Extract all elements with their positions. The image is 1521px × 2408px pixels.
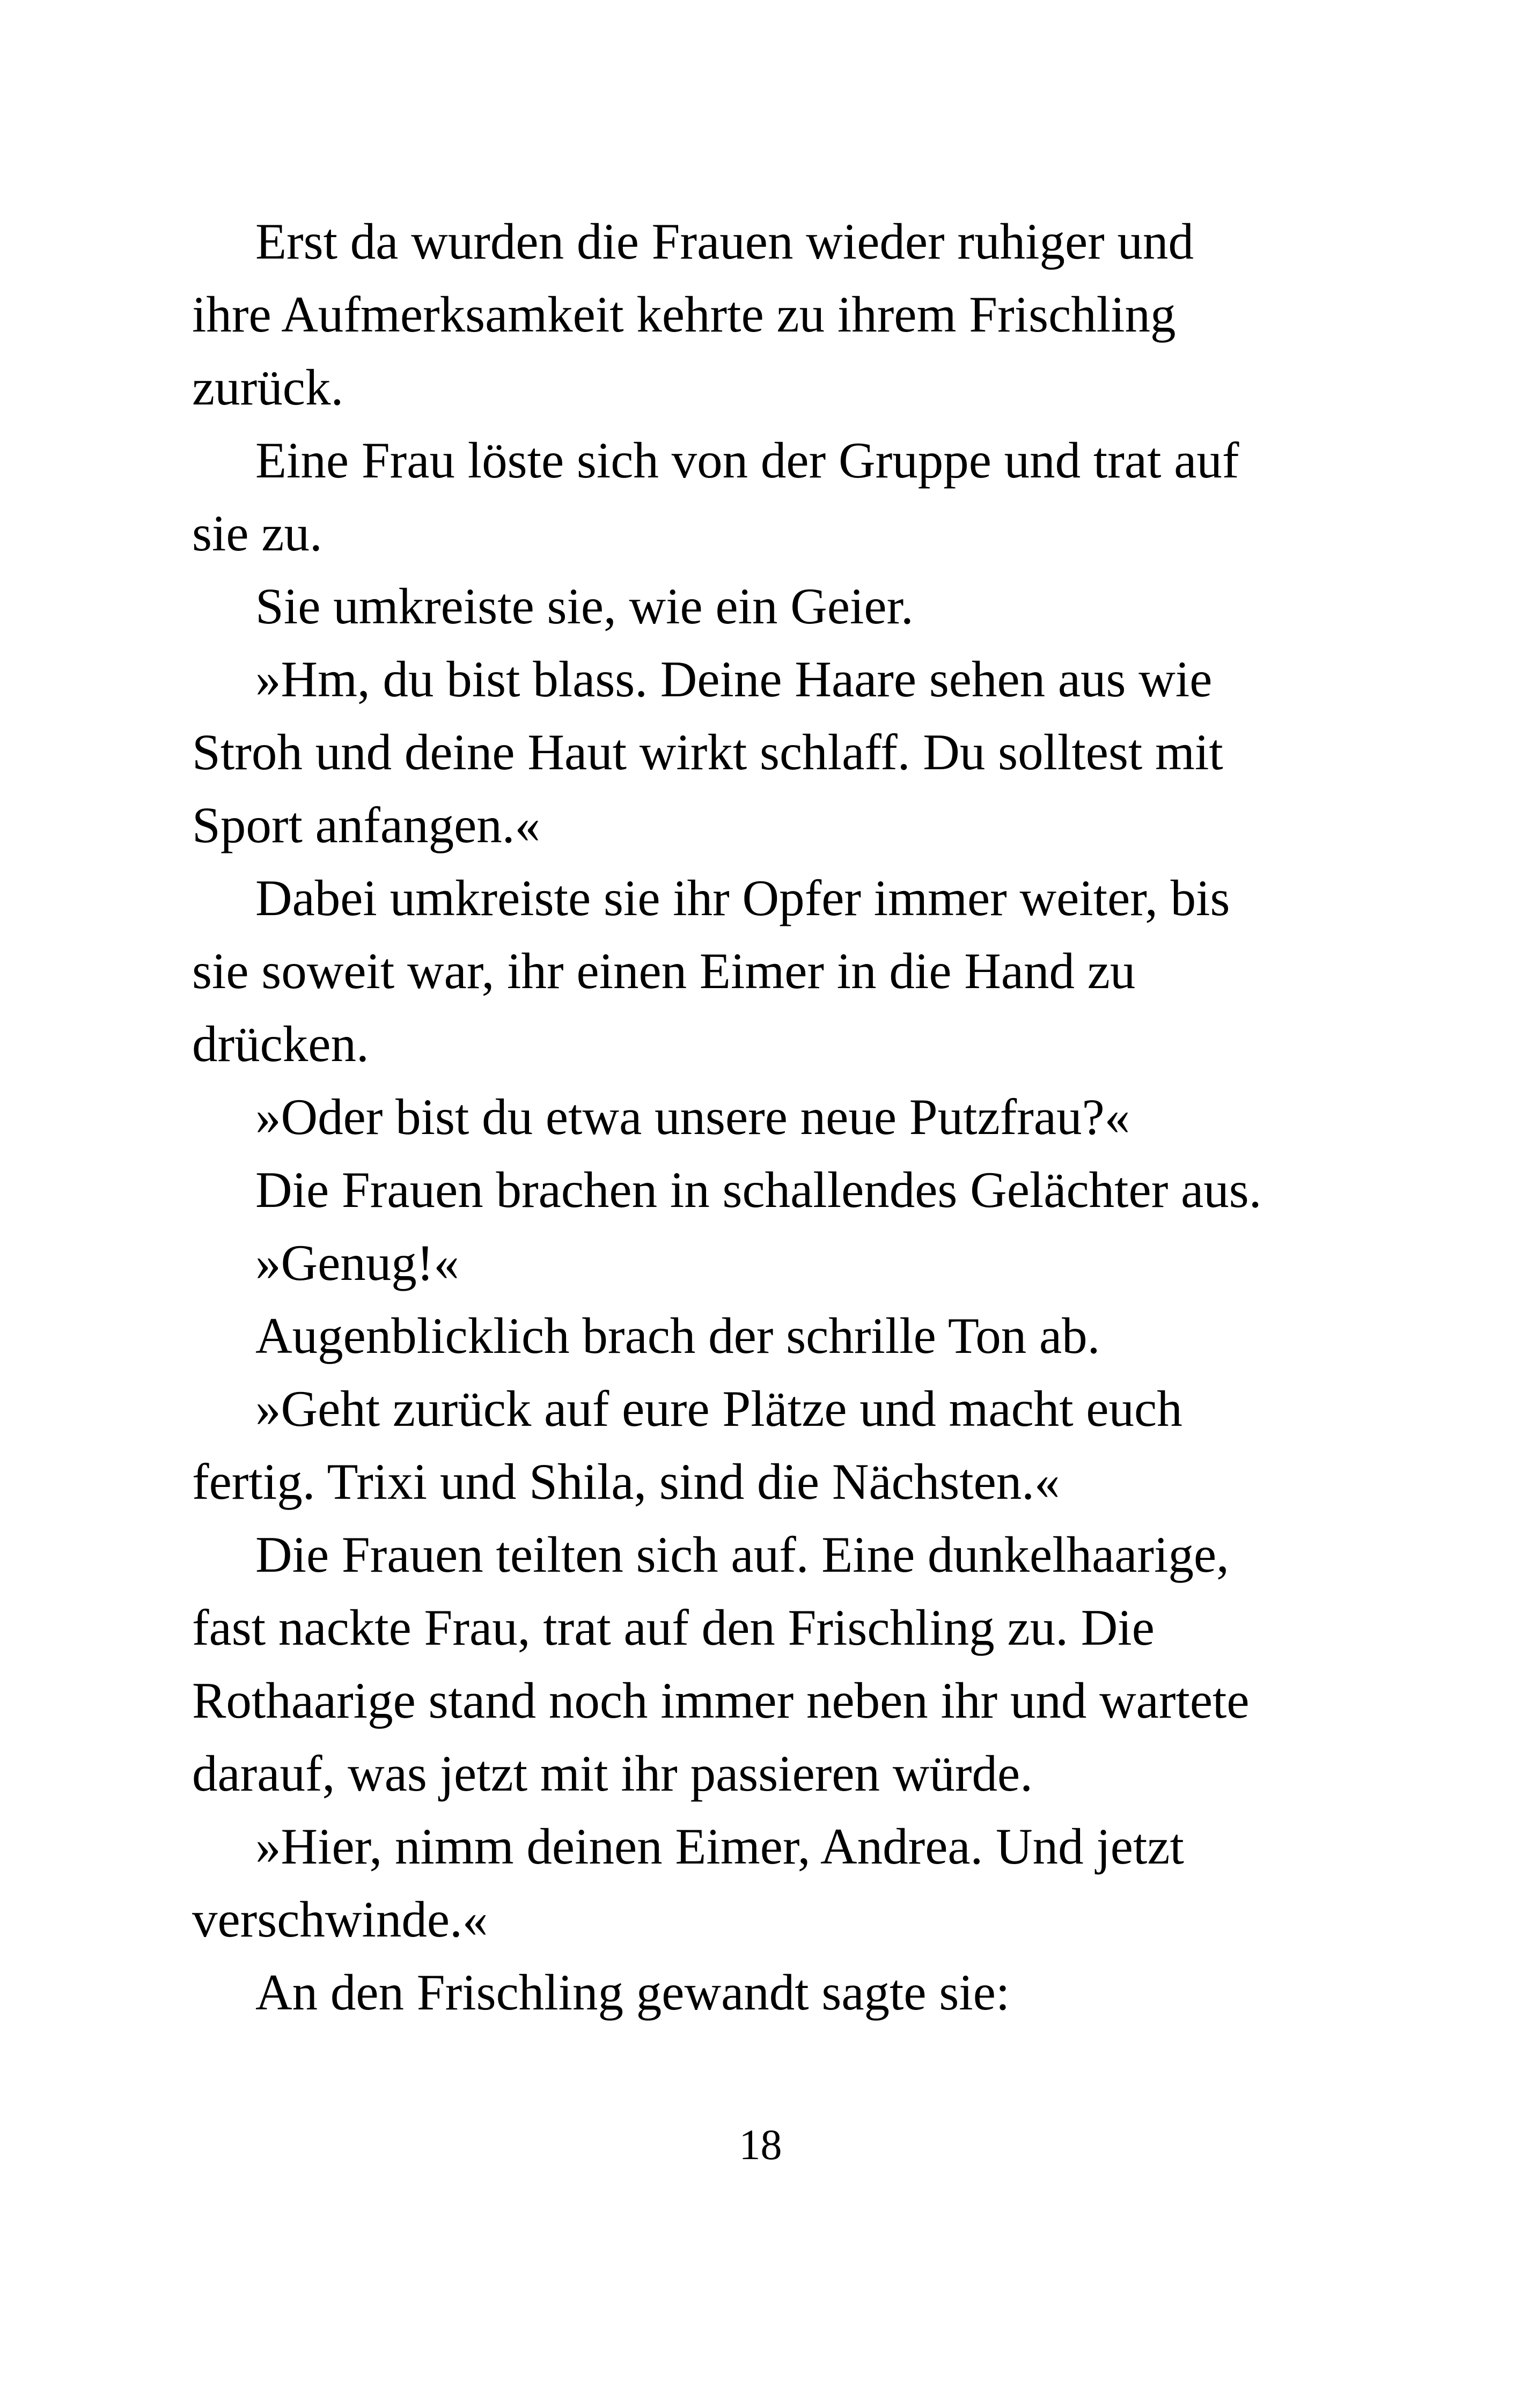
paragraph: »Hier, nimm deinen Eimer, Andrea. Und jetzt verschwinde.« bbox=[192, 1818, 1184, 1948]
paragraph: Eine Frau löste sich von der Gruppe und trat auf sie zu. bbox=[192, 432, 1239, 562]
paragraph: »Genug!« bbox=[255, 1234, 459, 1291]
paragraph: »Hm, du bist blass. Deine Haare sehen aus wie Stroh und deine Haut wirkt schlaff. Du solltest mit Sport anfangen.« bbox=[192, 651, 1223, 853]
paragraph: An den Frischling gewandt sagte sie: bbox=[255, 1964, 1010, 2021]
page-number: 18 bbox=[739, 2122, 782, 2169]
paragraph: Die Frauen teilten sich auf. Eine dunkelhaarige, fast nackte Frau, trat auf den Frischling zu. Die Rothaarige stand noch immer neben ihr und wartete darauf, was jetzt mit ihr passieren würde. bbox=[192, 1526, 1250, 1802]
paragraph: »Oder bist du etwa unsere neue Putzfrau?« bbox=[255, 1088, 1130, 1145]
paragraph: Erst da wurden die Frauen wieder ruhiger und ihre Aufmerksamkeit kehrte zu ihrem Frischling zurück. bbox=[192, 213, 1194, 416]
paragraph: »Geht zurück auf eure Plätze und macht euch fertig. Trixi und Shila, sind die Nächsten.« bbox=[192, 1380, 1182, 1510]
paragraph: Sie umkreiste sie, wie ein Geier. bbox=[255, 578, 914, 635]
paragraph: Die Frauen brachen in schallendes Gelächter aus. bbox=[255, 1161, 1262, 1218]
paragraph: Dabei umkreiste sie ihr Opfer immer weiter, bis sie soweit war, ihr einen Eimer in die Hand zu drücken. bbox=[192, 870, 1230, 1072]
page-text bbox=[192, 205, 1329, 2029]
paragraph: Augenblicklich brach der schrille Ton ab. bbox=[255, 1307, 1100, 1364]
